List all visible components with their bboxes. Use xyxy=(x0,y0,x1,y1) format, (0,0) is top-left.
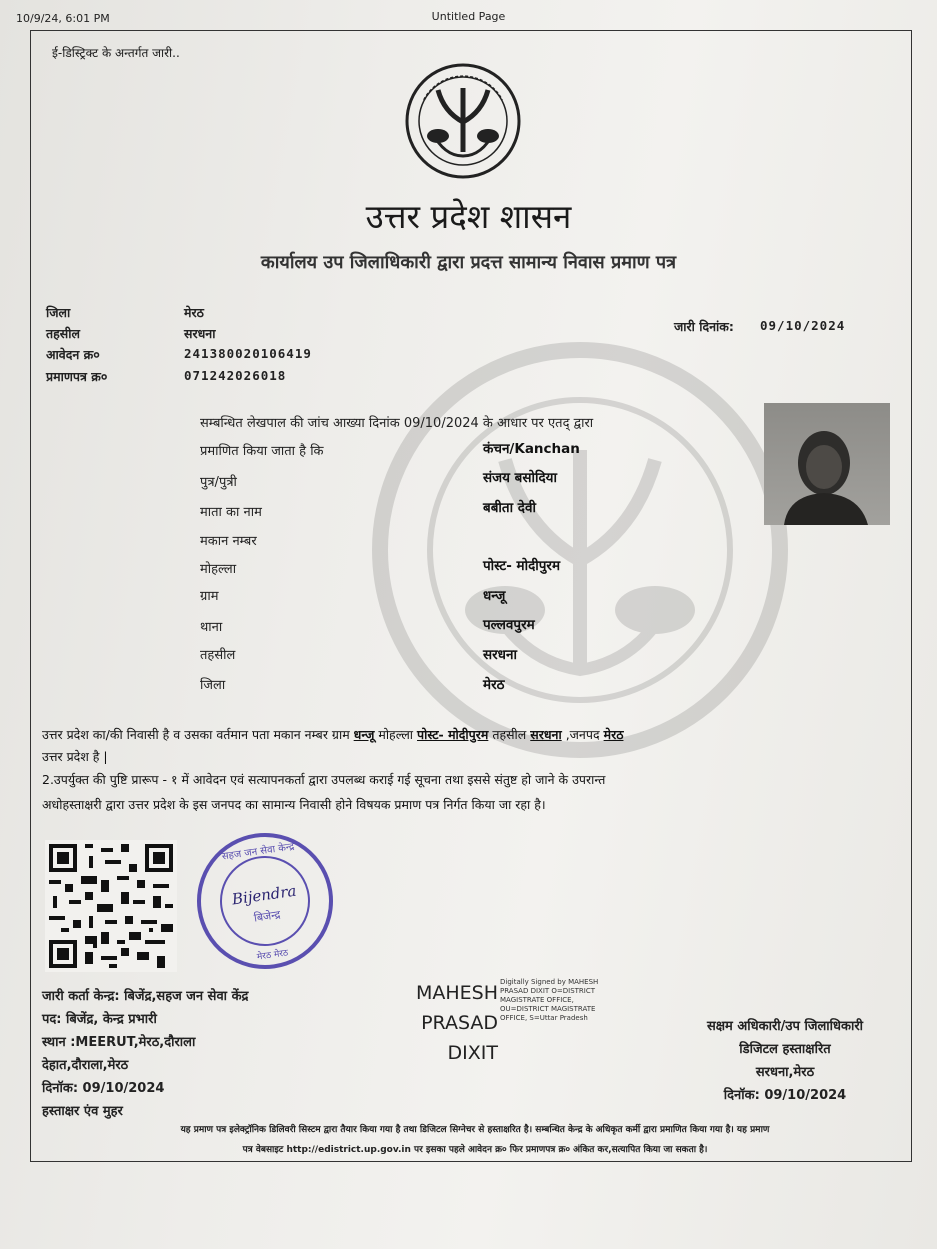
field-value-name: कंचन/Kanchan xyxy=(483,441,580,457)
tehsil-label: तहसील xyxy=(46,326,80,341)
footer-disclaimer-line1: यह प्रमाण पत्र इलेक्ट्रॉनिक डिलिवरी सिस्टम द्वारा तैयार किया गया है तथा डिजिटल सिग्नेचर से हस्ताक्षरित है। सम्बन्धित केन्द्र के अधिकृत कर्मी द्वारा प्रमाणित किया गया है। यह प्रमाण xyxy=(180,1125,770,1135)
seal-signature: Bijendra xyxy=(230,881,298,909)
digital-signer-name: MAHESH PRASAD DIXIT xyxy=(415,982,498,1064)
district-value: मेरठ xyxy=(184,305,204,320)
digital-signature-details: Digitally Signed by MAHESH PRASAD DIXIT O=DISTRICT MAGISTRATE OFFICE, OU=DISTRICT MAGISTRATE OFFICE, S=Uttar Pradesh xyxy=(500,978,599,1022)
field-value-tehsil: सरधना xyxy=(483,647,517,663)
sign-and-seal-label: हस्ताक्षर एंव मुहर xyxy=(42,1104,123,1119)
application-label: आवेदन क्र० xyxy=(46,347,100,362)
confirmation-line1: 2.उपर्युक्त की पुष्टि प्रारूप - १ में आवेदन एवं सत्यापनकर्ता द्वारा उपलब्ध कराई गई सूचना तथा इससे संतुष्ट हो जाने के उपरान्त xyxy=(42,772,606,787)
intro-line: सम्बन्धित लेखपाल की जांच आख्या दिनांक 09/10/2024 के आधार पर एतद् द्वारा xyxy=(200,416,594,431)
residence-statement-line2: उत्तर प्रदेश है | xyxy=(42,749,108,764)
field-label-police-station: थाना xyxy=(200,620,223,635)
issuer-place-line2: देहात,दौराला,मेरठ xyxy=(42,1058,129,1073)
field-value-village: धन्जू xyxy=(483,588,506,604)
state-emblem-icon xyxy=(400,60,526,182)
footer-disclaimer-line2: पत्र वेबसाइट http://edistrict.up.gov.in पर इसका पहले आवेदन क्र० फिर प्रमाणपत्र क्र० अंकित कर,सत्यापित किया जा सकता है। xyxy=(242,1145,708,1155)
government-title: उत्तर प्रदेश शासन xyxy=(365,197,572,236)
issuer-post: पद: बिजेंद्र, केन्द्र प्रभारी xyxy=(42,1012,157,1027)
field-label-district: जिला xyxy=(200,678,226,693)
certificate-number: 071242026018 xyxy=(184,368,287,383)
field-label-certified: प्रमाणित किया जाता है कि xyxy=(200,444,324,459)
authority-date: दिनॉक: 09/10/2024 xyxy=(723,1088,847,1103)
field-value-mohalla: पोस्ट- मोदीपुरम xyxy=(483,558,561,574)
authority-designation: सक्षम अधिकारी/उप जिलाधिकारी xyxy=(706,1019,864,1034)
field-label-parent: पुत्र/पुत्री xyxy=(200,475,237,490)
field-label-house: मकान नम्बर xyxy=(200,534,257,549)
seal-bottom-text: मेरठ मेरठ xyxy=(256,948,289,963)
residence-statement: उत्तर प्रदेश का/की निवासी है व उसका वर्तमान पता मकान नम्बर ग्राम धन्जू मोहल्ला पोस्ट- मोदीपुरम तहसील सरधना ,जनपद मेरठ xyxy=(42,727,624,742)
issue-date-label: जारी दिनांक: xyxy=(674,319,734,334)
issue-date: 09/10/2024 xyxy=(760,318,846,333)
tehsil-value: सरधना xyxy=(184,326,216,341)
print-datetime: 10/9/24, 6:01 PM xyxy=(16,12,110,25)
watermark-emblem xyxy=(335,340,825,760)
issuing-center: जारी कर्ता केन्द्र: बिजेंद्र,सहज जन सेवा केंद्र xyxy=(42,989,249,1004)
application-number: 241380020106419 xyxy=(184,346,312,361)
field-label-tehsil: तहसील xyxy=(200,648,236,663)
district-label: जिला xyxy=(46,305,71,320)
seal-top-text: सहज जन सेवा केन्द्र xyxy=(221,841,296,863)
authority-digitally-signed: डिजिटल हस्ताक्षरित xyxy=(739,1042,831,1057)
field-value-mother: बबीता देवी xyxy=(483,500,536,516)
issuer-place-line1: स्थान :MEERUT,मेरठ,दौराला xyxy=(42,1035,196,1050)
seal-name: बिजेन्द्र xyxy=(253,908,282,925)
field-label-village: ग्राम xyxy=(200,589,219,604)
field-value-district: मेरठ xyxy=(483,677,505,693)
authority-office: सरधना,मेरठ xyxy=(755,1065,815,1080)
applicant-photo xyxy=(764,403,890,525)
field-label-mohalla: मोहल्ला xyxy=(200,562,237,577)
field-value-police-station: पल्लवपुरम xyxy=(483,617,535,633)
field-value-parent: संजय बसोदिया xyxy=(483,470,557,486)
certificate-title: कार्यालय उप जिलाधिकारी द्वारा प्रदत्त सामान्य निवास प्रमाण पत्र xyxy=(260,252,677,273)
field-label-mother: माता का नाम xyxy=(200,505,262,520)
print-page-title: Untitled Page xyxy=(431,10,506,23)
qr-code xyxy=(45,840,177,972)
certificate-number-label: प्रमाणपत्र क्र० xyxy=(46,369,108,384)
csc-seal-stamp xyxy=(190,822,340,980)
issuer-date: दिनॉक: 09/10/2024 xyxy=(42,1081,165,1096)
confirmation-line2: अधोहस्ताक्षरी द्वारा उत्तर प्रदेश के इस जनपद का सामान्य निवासी होने विषयक प्रमाण पत्र निर्गत किया जा रहा है। xyxy=(42,797,546,812)
issued-under-note: ई-डिस्ट्रिक्ट के अन्तर्गत जारी.. xyxy=(52,46,180,60)
